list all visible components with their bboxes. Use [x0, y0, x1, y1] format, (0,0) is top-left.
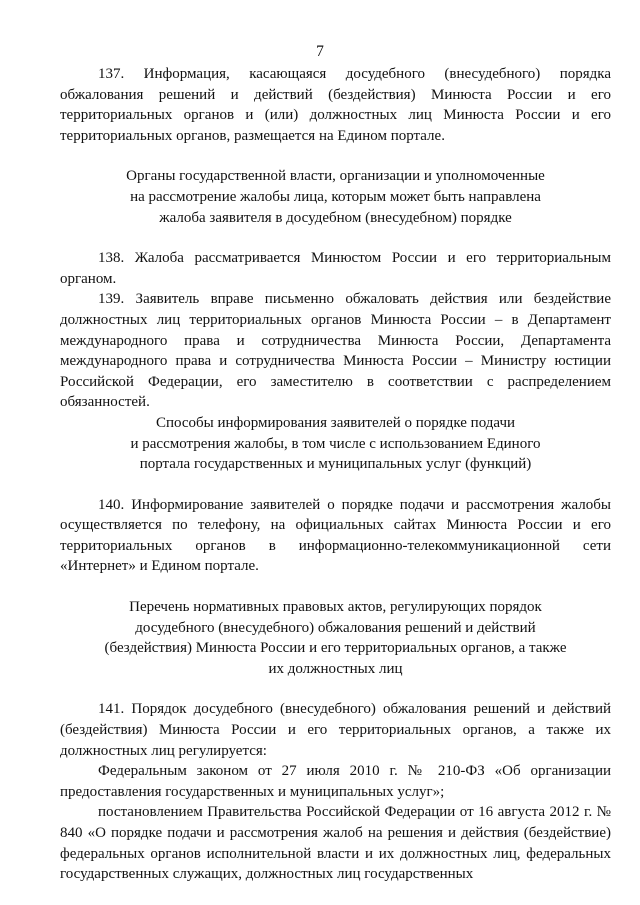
paragraph-137: 137. Информация, касающаяся досудебного (внесудебного) порядка обжалования решений и действий (бездействия) Минюста России и его территориальных органов и (или) должностных лиц Минюста России и его территориальных органов, размещается на Едином портале. [60, 66, 611, 144]
heading-line: (бездействия) Минюста России и его территориальных органов, а также [104, 640, 567, 657]
heading-line: портала государственных и муниципальных услуг (функций) [139, 456, 532, 473]
section-heading-legal-acts [60, 597, 611, 679]
spacer [60, 146, 611, 166]
heading-line: жалоба заявителя в досудебном (внесудебном) порядке [159, 209, 512, 226]
spacer [60, 475, 611, 495]
heading-line: Органы государственной власти, организации и уполномоченные [126, 168, 545, 185]
heading-line: досудебного (внесудебного) обжалования решений и действий [135, 619, 536, 636]
section-heading-informing-methods [60, 413, 611, 475]
paragraph-government-decree: постановлением Правительства Российской Федерации от 16 августа 2012 г. № 840 «О порядке подачи и рассмотрения жалоб на решения и действия (бездействие) федеральных органов исполнительной власти и их должностных лиц, федеральных государственных служащих, должностных лиц государственных [60, 804, 611, 883]
paragraph-federal-law: Федеральным законом от 27 июля 2010 г. № 210-ФЗ «Об организации предоставления государственных и муниципальных услуг»; [60, 763, 611, 800]
paragraph-140: 140. Информирование заявителей о порядке подачи и рассмотрения жалобы осуществляется по телефону, на официальных сайтах Минюста России и его территориальных органов в информационно-телекоммуникационной сети «Интернет» и Едином портале. [60, 496, 611, 575]
spacer [60, 679, 611, 699]
paragraph-138: 138. Жалоба рассматривается Минюстом России и его территориальным органом. [60, 250, 611, 287]
heading-line: и рассмотрения жалобы, в том числе с использованием Единого [130, 435, 541, 452]
spacer [60, 577, 611, 597]
document-body [60, 64, 611, 885]
heading-line: на рассмотрение жалобы лица, которым может быть направлена [130, 188, 541, 205]
spacer [60, 228, 611, 248]
paragraph-139: 139. Заявитель вправе письменно обжаловать действия или бездействие должностных лиц территориальных органов Минюста России – в Департамент международного права и сотрудничества Минюста России, Департамента международного права и сотрудничества Минюста России – Министру юстиции Российской Федерации, его заместителю в соответствии с распределением обязанностей. [60, 291, 611, 411]
heading-line: Способы информирования заявителей о порядке подачи [155, 414, 516, 431]
page-number: 7 [316, 43, 324, 60]
heading-line: их должностных лиц [268, 660, 403, 677]
paragraph-141: 141. Порядок досудебного (внесудебного) обжалования решений и действий (бездействия) Минюста России и его территориальных органов, а также их должностных лиц регулируется: [60, 701, 611, 759]
heading-line: Перечень нормативных правовых актов, регулирующих порядок [129, 599, 542, 616]
section-heading-authorities [60, 166, 611, 228]
